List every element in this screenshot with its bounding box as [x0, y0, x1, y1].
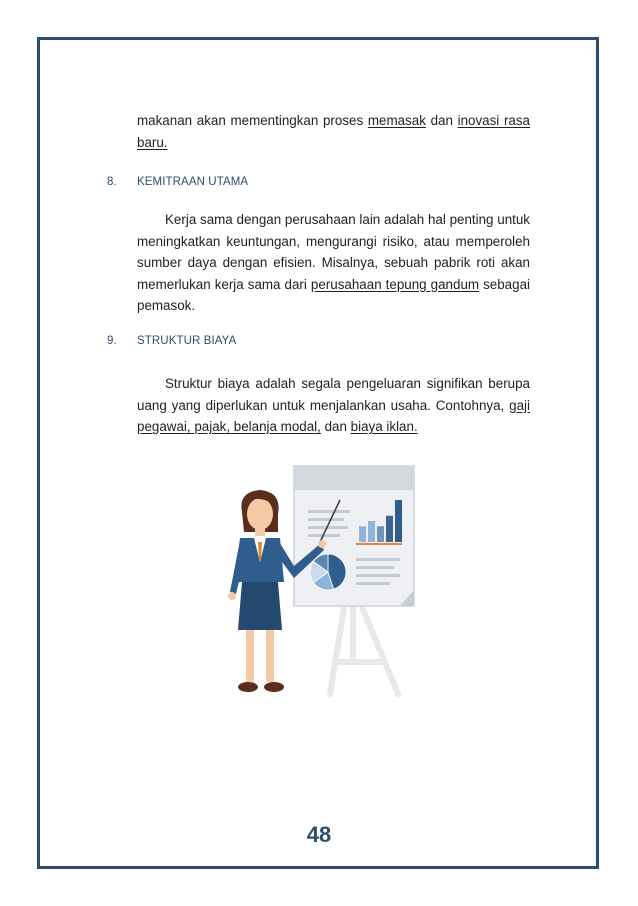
left-shoe [238, 682, 258, 692]
section-9-paragraph [137, 373, 530, 438]
presenter-illustration [220, 462, 420, 702]
page-number: 48 [306, 822, 332, 847]
underlined-gaji-pegawai: gaji pegawai, pajak, belanja modal, [137, 397, 530, 434]
underlined-inovasi-rasa: inovasi rasa baru. [137, 113, 530, 150]
easel-legs [330, 602, 398, 694]
board-bar [395, 500, 402, 542]
board-bar [386, 516, 393, 542]
section-8-number: 8. [107, 176, 117, 188]
board-bar [359, 526, 366, 542]
section-8-text-a: Kerja sama dengan perusahaan lain adalah hal penting untuk meningkatkan keuntungan, mengurangi risiko, atau memperoleh sumber daya dengan efisien. Misalnya, sebuah pabrik roti akan memerlukan kerja sama dari [137, 212, 530, 292]
intro-text-a: makanan akan mementingkan proses [137, 113, 368, 128]
board-bar [368, 521, 375, 542]
underlined-biaya-iklan: biaya iklan. [350, 419, 418, 434]
right-shoe [264, 682, 284, 692]
section-9-text-b: dan [320, 419, 351, 434]
intro-paragraph [137, 110, 530, 153]
board-pie-chart [310, 554, 346, 590]
underlined-memasak: memasak [367, 113, 426, 128]
section-9-number: 9. [107, 335, 117, 347]
underlined-perusahaan-tepung: perusahaan tepung gandum [310, 276, 480, 292]
board-bar [377, 526, 384, 542]
intro-text-b: dan [425, 113, 458, 128]
face [247, 498, 273, 530]
section-9-text-a: Struktur biaya adalah segala pengeluaran signifikan berupa uang yang diperlukan untuk menjalankan usaha. Contohnya, [137, 376, 530, 413]
skirt [238, 582, 282, 630]
section-8-title: KEMITRAAN UTAMA [137, 176, 249, 188]
board-header [294, 466, 414, 490]
section-8-text-b: sebagai pemasok. [137, 276, 530, 313]
section-8-paragraph [137, 209, 530, 317]
page-border [37, 37, 599, 869]
section-9-title: STRUKTUR BIAYA [137, 335, 237, 347]
